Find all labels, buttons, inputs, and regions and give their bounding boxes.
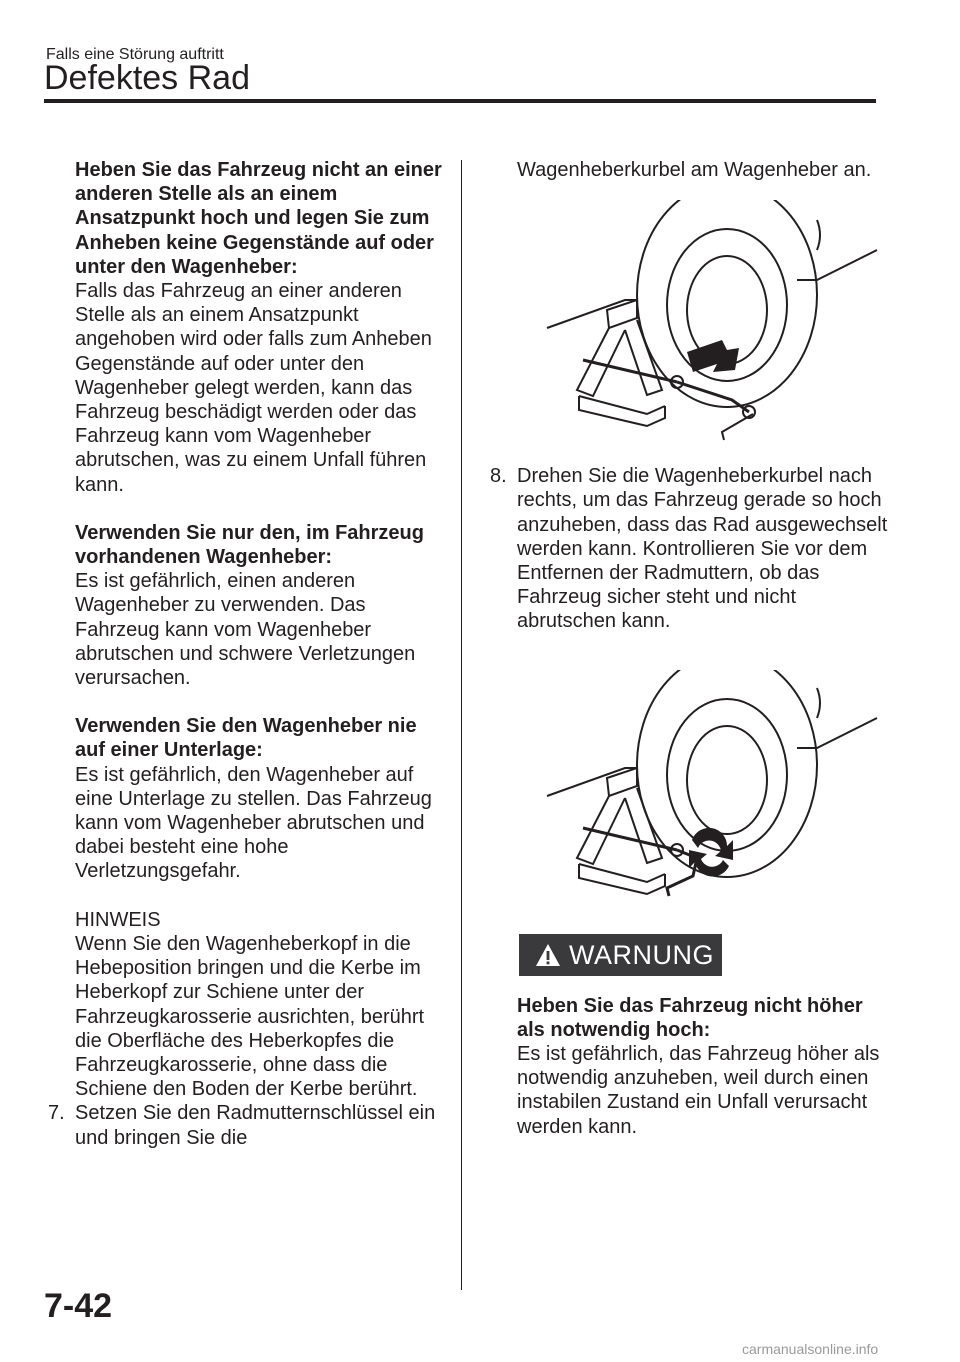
step-8-number: 8. xyxy=(490,465,507,488)
column-divider xyxy=(461,160,462,1290)
warning-header xyxy=(519,934,722,976)
warning-block-2 xyxy=(48,521,448,690)
step-7-number: 7. xyxy=(48,1102,65,1125)
warning-label: WARNUNG xyxy=(569,939,714,970)
warning-3-title: Verwenden Sie den Wagenheber nie auf einer Unterlage: xyxy=(75,715,417,762)
exclamation-triangle-icon xyxy=(535,943,561,967)
warning-1-text: Falls das Fahrzeug an einer anderen Stelle als an einem Ansatzpunkt angehoben wird oder falls zum Anheben Gegenstände auf oder unter den Wagenheber gelegt werden, kann das Fahrzeug beschädigt werden oder das Fahrzeug kann vom Wagenheber abrutschen, was zu einem Unfall führen kann. xyxy=(75,280,432,496)
section-title: Falls eine Störung auftritt xyxy=(46,46,224,63)
step-7 xyxy=(48,1101,448,1149)
warning-block-1 xyxy=(48,158,448,497)
note-text: Wenn Sie den Wagenheberkopf in die Hebeposition bringen und die Kerbe im Heberkopf zur Schiene unter der Fahrzeugkarosserie ausrichten, berührt die Oberfläche des Heberkopfes die Fahrzeugkarosserie, ohne dass die Schiene den Boden der Kerbe berührt. xyxy=(75,932,425,1101)
note-block xyxy=(48,908,448,1102)
page-number: 7-42 xyxy=(44,1287,113,1325)
warning-block-3 xyxy=(48,714,448,883)
step-7-continued: Wagenheberkurbel am Wagenheber an. xyxy=(517,159,872,181)
jack-crank-attach-drawing xyxy=(517,200,897,450)
right-warning-title: Heben Sie das Fahrzeug nicht höher als notwendig hoch: xyxy=(517,994,863,1041)
warning-1-title: Heben Sie das Fahrzeug nicht an einer anderen Stelle als an einem Ansatzpunkt hoch und legen Sie zum Anheben keine Gegenstände auf oder unter den Wagenheber: xyxy=(75,159,442,278)
warning-block-right xyxy=(490,994,890,1139)
step-8-text: Drehen Sie die Wagenheberkurbel nach rechts, um das Fahrzeug gerade so hoch anzuheben, dass das Rad ausgewechselt werden kann. Kontrollieren Sie vor dem Entfernen der Radmuttern, ob das Fahrzeug sicher steht und nicht abrutschen kann. xyxy=(517,465,888,633)
header-divider xyxy=(44,99,876,103)
jack-crank-turn-drawing xyxy=(517,670,897,920)
note-title: HINWEIS xyxy=(75,908,161,931)
step-8 xyxy=(490,464,890,633)
direction-arrow-icon xyxy=(687,340,739,372)
jack-crank-turn-illustration xyxy=(517,670,890,920)
left-column xyxy=(48,158,448,1150)
page-title: Defektes Rad xyxy=(44,59,250,97)
warning-2-text: Es ist gefährlich, einen anderen Wagenheber zu verwenden. Das Fahrzeug kann vom Wagenheber abrutschen und schwere Verletzungen verursachen. xyxy=(75,570,416,690)
tire-outline xyxy=(637,200,817,407)
right-column xyxy=(490,158,890,1139)
jack-crank-attach-illustration xyxy=(517,200,890,450)
warning-3-text: Es ist gefährlich, den Wagenheber auf eine Unterlage zu stellen. Das Fahrzeug kann vom Wagenheber abrutschen und dabei besteht eine hohe Verletzungsgefahr. xyxy=(75,763,432,883)
watermark: carmanualsonline.info xyxy=(742,1341,879,1357)
right-warning-text: Es ist gefährlich, das Fahrzeug höher als notwendig anzuheben, weil durch einen instabilen Zustand ein Unfall verursacht werden kann. xyxy=(517,1043,880,1138)
step-7-text: Setzen Sie den Radmutternschlüssel ein und bringen Sie die xyxy=(75,1102,436,1149)
warning-2-title: Verwenden Sie nur den, im Fahrzeug vorhandenen Wagenheber: xyxy=(75,521,424,569)
